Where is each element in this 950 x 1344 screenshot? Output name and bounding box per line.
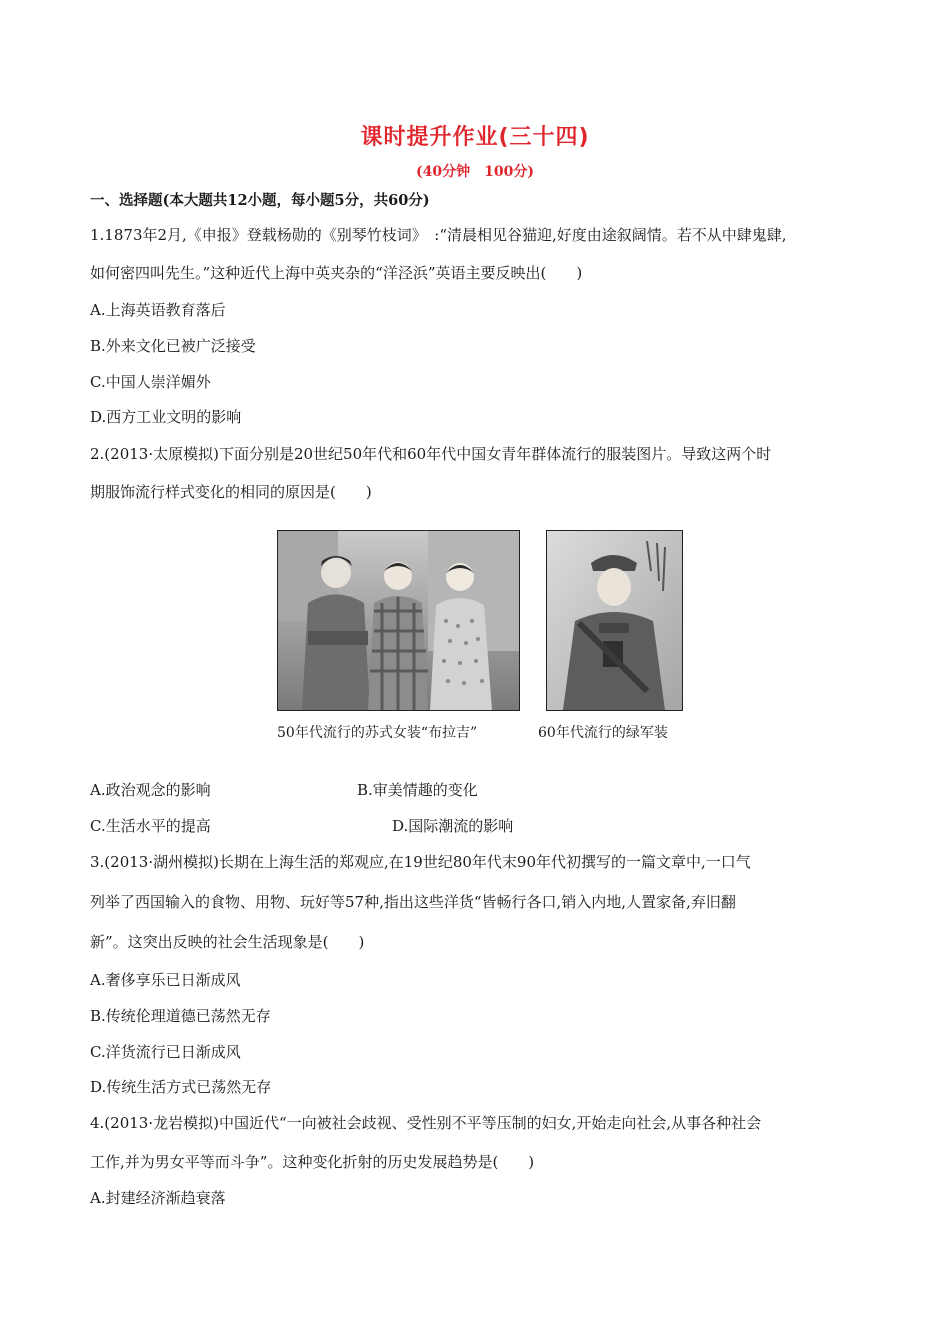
q1-option-c: C.中国人崇洋媚外 — [90, 373, 211, 391]
photo-1960s-green-uniform — [546, 530, 683, 711]
q3-stem-line1: 3.(2013·湖州模拟)长期在上海生活的郑观应,在19世纪80年代末90年代初撰写的一篇文章中,一口气 — [90, 853, 751, 871]
q4-stem-line2: 工作,并为男女平等而斗争”。这种变化折射的历史发展趋势是( ) — [90, 1153, 535, 1171]
photo-1950s-bulaji — [277, 530, 520, 711]
q4-option-a: A.封建经济渐趋衰落 — [90, 1189, 226, 1207]
q3-option-a: A.奢侈享乐已日渐成风 — [90, 971, 241, 989]
q3-stem-line3: 新”。这突出反映的社会生活现象是( ) — [90, 933, 365, 951]
q1-stem-line2: 如何密四叫先生。”这种近代上海中英夹杂的“洋泾浜”英语主要反映出( ) — [90, 264, 583, 282]
q4-stem-line1: 4.(2013·龙岩模拟)中国近代“一向被社会歧视、受性别不平等压制的妇女,开始走向社会,从事各种社会 — [90, 1114, 762, 1132]
q2-stem-line1: 2.(2013·太原模拟)下面分别是20世纪50年代和60年代中国女青年群体流行的服装图片。导致这两个时 — [90, 445, 772, 463]
q3-option-d: D.传统生活方式已荡然无存 — [90, 1078, 272, 1096]
q2-option-c: C.生活水平的提高 — [90, 817, 211, 835]
q1-option-d: D.西方工业文明的影响 — [90, 408, 242, 426]
q2-option-b: B.审美情趣的变化 — [357, 781, 478, 799]
q1-stem-line1: 1.1873年2月,《申报》登载杨勋的《别琴竹枝词》 :“清晨相见谷猫迎,好度由途叙阔情。若不从中肆鬼肆, — [90, 226, 787, 244]
q2-option-d: D.国际潮流的影响 — [392, 817, 514, 835]
q2-option-a: A.政治观念的影响 — [90, 781, 211, 799]
page-title: 课时提升作业(三十四) — [360, 125, 590, 150]
photo-caption-right: 60年代流行的绿军装 — [538, 725, 668, 741]
q3-option-c: C.洋货流行已日渐成风 — [90, 1043, 241, 1061]
q2-stem-line2: 期服饰流行样式变化的相同的原因是( ) — [90, 483, 372, 501]
q3-option-b: B.传统伦理道德已荡然无存 — [90, 1007, 271, 1025]
q3-stem-line2: 列举了西国输入的食物、用物、玩好等57种,指出这些洋货“皆畅行各口,销入内地,人置家备,弃旧翻 — [90, 893, 736, 911]
page-subtitle: (40分钟 100分) — [416, 164, 534, 180]
q1-option-a: A.上海英语教育落后 — [90, 301, 226, 319]
q1-option-b: B.外来文化已被广泛接受 — [90, 337, 256, 355]
photo-caption-left: 50年代流行的苏式女装“布拉吉” — [277, 725, 478, 741]
section-heading: 一、选择题(本大题共12小题，每小题5分，共60分) — [90, 192, 430, 209]
